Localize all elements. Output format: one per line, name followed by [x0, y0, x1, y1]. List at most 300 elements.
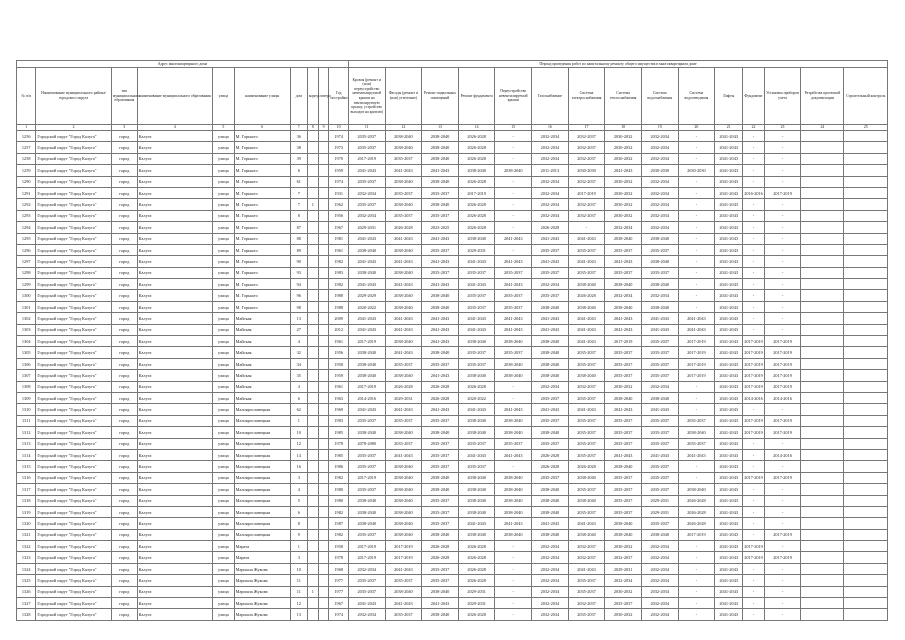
period-cell: 2041-2043: [715, 495, 743, 506]
municipality-name: Калуга: [137, 290, 212, 301]
period-cell: 2038-2040: [532, 358, 569, 369]
letter: [318, 176, 329, 187]
period-cell: 2026-2028: [458, 131, 495, 142]
row-number: 1322: [17, 541, 36, 552]
period-cell: -: [743, 131, 765, 142]
period-cell: -: [743, 438, 765, 449]
period-cell: 2038-2040: [568, 472, 605, 483]
street-name: М. Горького: [234, 222, 290, 233]
municipality-type: город: [111, 438, 137, 449]
municipality-type: город: [111, 427, 137, 438]
period-cell: 2041-2043: [422, 233, 459, 244]
table-row: [17, 131, 888, 142]
street-type: улица: [213, 313, 235, 324]
period-cell: 2041-2043: [715, 199, 743, 210]
period-cell: 2020-2022: [458, 392, 495, 403]
street-type: улица: [213, 609, 235, 620]
street-name: Малоярославецкая: [234, 495, 290, 506]
column-number: 1: [17, 125, 36, 131]
period-cell: 2032-2034: [641, 199, 678, 210]
letter: [318, 233, 329, 244]
period-cell: 2038-2040: [422, 142, 459, 153]
municipality-type: город: [111, 381, 137, 392]
municipality-name: Калуга: [137, 506, 212, 517]
period-cell: -: [764, 586, 801, 597]
period-cell: [801, 347, 844, 358]
period-cell: [844, 324, 888, 335]
period-cell: 2017-2019: [764, 415, 801, 426]
street-type: улица: [213, 518, 235, 529]
period-cell: [844, 244, 888, 255]
period-cell: 2038-2040: [422, 301, 459, 312]
build-year: 1973: [329, 142, 349, 153]
letter: [318, 586, 329, 597]
letter: [318, 290, 329, 301]
column-number: 22: [743, 125, 765, 131]
period-cell: -: [678, 461, 715, 472]
period-cell: -: [678, 199, 715, 210]
table-row: [17, 222, 888, 233]
build-year: 1981: [329, 233, 349, 244]
period-cell: [844, 222, 888, 233]
period-cell: 2038-2040: [532, 347, 569, 358]
column-number: 15: [495, 125, 532, 131]
period-cell: 2038-2040: [641, 256, 678, 267]
period-cell: -: [495, 586, 532, 597]
period-cell: 2041-2043: [458, 518, 495, 529]
period-cell: 2038-2040: [348, 506, 385, 517]
period-cell: 2017-2019: [348, 472, 385, 483]
street-name: Майская: [234, 324, 290, 335]
district-name: Городской округ "Город Калуга": [36, 244, 111, 255]
row-number: 1299: [17, 279, 36, 290]
period-cell: 2041-2043: [495, 313, 532, 324]
period-cell: 2038-2040: [532, 529, 569, 540]
municipality-name: Калуга: [137, 165, 212, 176]
build-year: 1978: [329, 552, 349, 563]
period-cell: [844, 518, 888, 529]
house-number: 35: [290, 370, 307, 381]
period-cell: 2038-2040: [532, 506, 569, 517]
street-type: улица: [213, 131, 235, 142]
row-number: 1258: [17, 153, 36, 164]
building-number: [307, 506, 318, 517]
municipality-type: город: [111, 210, 137, 221]
build-year: 1970: [329, 153, 349, 164]
letter: [318, 256, 329, 267]
build-year: 1982: [329, 529, 349, 540]
table-row: [17, 313, 888, 324]
period-cell: [844, 541, 888, 552]
period-cell: -: [743, 256, 765, 267]
period-cell: 2041-2043: [385, 404, 422, 415]
municipality-name: Калуга: [137, 142, 212, 153]
municipality-type: город: [111, 461, 137, 472]
table-row: [17, 563, 888, 574]
district-name: Городской округ "Город Калуга": [36, 370, 111, 381]
period-cell: [801, 131, 844, 142]
period-cell: 2038-2040: [458, 233, 495, 244]
row-number: 1327: [17, 598, 36, 609]
period-cell: 2030-2032: [605, 210, 642, 221]
period-cell: 2038-2040: [422, 484, 459, 495]
letter: [318, 313, 329, 324]
building-number: [307, 609, 318, 620]
period-cell: 2035-2037: [568, 267, 605, 278]
street-name: Маршала Жукова: [234, 563, 290, 574]
period-cell: 2035-2037: [458, 267, 495, 278]
period-cell: -: [678, 176, 715, 187]
period-cell: [801, 438, 844, 449]
municipality-name: Калуга: [137, 244, 212, 255]
period-cell: -: [764, 506, 801, 517]
period-cell: 2035-2037: [568, 449, 605, 460]
street-type: улица: [213, 336, 235, 347]
period-cell: 2041-2043: [641, 404, 678, 415]
period-cell: 2041-2043: [385, 233, 422, 244]
period-cell: 2017-2019: [678, 370, 715, 381]
period-cell: [844, 598, 888, 609]
period-cell: 2032-2034: [641, 142, 678, 153]
period-cell: 2017-2019: [743, 358, 765, 369]
building-number: [307, 381, 318, 392]
period-cell: 2035-2037: [568, 438, 605, 449]
street-type: улица: [213, 438, 235, 449]
build-year: 1977: [329, 586, 349, 597]
period-cell: 2035-2037: [605, 438, 642, 449]
letter: [318, 427, 329, 438]
period-cell: 2032-2034: [532, 131, 569, 142]
period-cell: 2035-2037: [385, 153, 422, 164]
house-number: 7: [290, 187, 307, 198]
period-cell: 2035-2037: [568, 347, 605, 358]
period-cell: 2035-2037: [605, 598, 642, 609]
column-number: 13: [422, 125, 459, 131]
district-name: Городской округ "Город Калуга": [36, 165, 111, 176]
build-year: 1985: [329, 427, 349, 438]
period-cell: 2041-2043: [495, 256, 532, 267]
house-number: 10: [290, 563, 307, 574]
period-cell: -: [764, 541, 801, 552]
period-cell: 2041-2043: [422, 256, 459, 267]
municipality-type: город: [111, 541, 137, 552]
period-cell: 2032-2037: [568, 199, 605, 210]
period-cell: -: [495, 609, 532, 620]
period-cell: 2035-2037: [458, 347, 495, 358]
period-cell: -: [495, 392, 532, 403]
municipality-name: Калуга: [137, 324, 212, 335]
letter: [318, 449, 329, 460]
build-year: 1974: [329, 176, 349, 187]
period-cell: 2041-2043: [495, 279, 532, 290]
period-cell: [844, 552, 888, 563]
period-cell: 2026-2028: [532, 461, 569, 472]
period-cell: 2038-2040: [495, 529, 532, 540]
letter: [318, 495, 329, 506]
period-cell: 2017-2019: [743, 541, 765, 552]
street-type: улица: [213, 495, 235, 506]
period-cell: [844, 313, 888, 324]
house-number: 8: [290, 210, 307, 221]
house-number: 98: [290, 301, 307, 312]
letter: [318, 370, 329, 381]
district-name: Городской округ "Город Калуга": [36, 609, 111, 620]
period-cell: -: [495, 210, 532, 221]
period-cell: 2017-2019: [764, 427, 801, 438]
group-periods-header: Период проведения работ по капитальному ремонту общего имущества в многоквартирном доме: [348, 61, 887, 68]
municipality-name: Калуга: [137, 518, 212, 529]
period-cell: -: [495, 222, 532, 233]
street-type: улица: [213, 472, 235, 483]
row-number: 1297: [17, 256, 36, 267]
period-cell: 2030-2032: [605, 609, 642, 620]
period-cell: 2017-2019: [385, 552, 422, 563]
period-cell: 2038-2040: [422, 347, 459, 358]
period-cell: 2038-2040: [458, 529, 495, 540]
period-cell: 2041-2043: [348, 256, 385, 267]
period-cell: -: [743, 484, 765, 495]
letter: [318, 461, 329, 472]
column-header: Строительный контроль: [844, 68, 888, 125]
column-number: 6: [234, 125, 290, 131]
period-cell: -: [495, 244, 532, 255]
period-cell: 2038-2040: [641, 233, 678, 244]
period-cell: 2026-2028: [458, 199, 495, 210]
column-header: Разработка проектной документации: [801, 68, 844, 125]
period-cell: [801, 506, 844, 517]
letter: [318, 404, 329, 415]
column-header: наименование муниципального образования: [137, 68, 212, 125]
street-type: улица: [213, 404, 235, 415]
period-cell: 2038-2040: [422, 609, 459, 620]
period-cell: 2041-2043: [568, 563, 605, 574]
period-cell: 2014-2016: [743, 392, 765, 403]
period-cell: 2038-2040: [568, 495, 605, 506]
building-number: [307, 336, 318, 347]
build-year: 1969: [329, 404, 349, 415]
table-row: [17, 404, 888, 415]
period-cell: 2041-2043: [348, 233, 385, 244]
period-cell: -: [743, 142, 765, 153]
period-cell: 2017-2019: [385, 541, 422, 552]
build-year: 1983: [329, 415, 349, 426]
table-row: [17, 484, 888, 495]
period-cell: 2041-2043: [568, 336, 605, 347]
period-cell: [844, 187, 888, 198]
letter: [318, 187, 329, 198]
period-cell: 2041-2043: [715, 222, 743, 233]
period-cell: 2032-2034: [641, 598, 678, 609]
period-cell: [801, 598, 844, 609]
building-number: [307, 301, 318, 312]
building-number: 1: [307, 199, 318, 210]
period-cell: 2041-2043: [715, 290, 743, 301]
period-cell: 2035-2037: [348, 529, 385, 540]
build-year: 1958: [329, 541, 349, 552]
period-cell: 2041-2043: [568, 404, 605, 415]
period-cell: 2032-2034: [532, 381, 569, 392]
period-cell: [801, 449, 844, 460]
period-cell: 2035-2037: [641, 461, 678, 472]
period-cell: 2035-2037: [422, 187, 459, 198]
period-cell: [844, 131, 888, 142]
period-cell: 2029-2031: [641, 495, 678, 506]
municipality-name: Калуга: [137, 279, 212, 290]
column-number: 12: [385, 125, 422, 131]
period-cell: 2038-2040: [495, 506, 532, 517]
letter: [318, 199, 329, 210]
column-header: Фасады (ремонт и (или) утепление): [385, 68, 422, 125]
period-cell: 2035-2037: [495, 290, 532, 301]
table-row: [17, 370, 888, 381]
period-cell: 2035-2037: [532, 267, 569, 278]
group-address-header: Адрес многоквартирного дома: [17, 61, 349, 68]
period-cell: 2041-2043: [385, 165, 422, 176]
period-cell: -: [764, 267, 801, 278]
house-number: 27: [290, 324, 307, 335]
period-cell: [801, 392, 844, 403]
period-cell: 2038-2040: [641, 392, 678, 403]
period-cell: -: [678, 142, 715, 153]
street-type: улица: [213, 165, 235, 176]
period-cell: -: [743, 290, 765, 301]
period-cell: 2035-2037: [605, 415, 642, 426]
period-cell: 2038-2040: [532, 301, 569, 312]
period-cell: -: [678, 472, 715, 483]
period-cell: 2035-2037: [348, 575, 385, 586]
period-cell: 2041-2043: [715, 324, 743, 335]
column-number: 10: [329, 125, 349, 131]
period-cell: 2035-2037: [422, 563, 459, 574]
period-cell: 2026-2028: [458, 222, 495, 233]
row-number: 1293: [17, 210, 36, 221]
period-cell: -: [678, 563, 715, 574]
row-number: 1325: [17, 575, 36, 586]
municipality-type: город: [111, 165, 137, 176]
period-cell: 2026-2028: [458, 142, 495, 153]
build-year: 1983: [329, 267, 349, 278]
period-cell: 2030-2032: [605, 199, 642, 210]
period-cell: 2038-2040: [495, 427, 532, 438]
municipality-type: город: [111, 267, 137, 278]
period-cell: -: [764, 222, 801, 233]
column-number: 7: [290, 125, 307, 131]
capital-repair-table: [16, 60, 888, 621]
period-cell: 2038-2040: [422, 290, 459, 301]
period-cell: 2038-2040: [458, 336, 495, 347]
letter: [318, 438, 329, 449]
period-cell: -: [743, 506, 765, 517]
row-number: 1300: [17, 290, 36, 301]
municipality-name: Калуга: [137, 381, 212, 392]
letter: [318, 244, 329, 255]
row-number: 1323: [17, 552, 36, 563]
column-header: Ремонт подвальных помещений: [422, 68, 459, 125]
build-year: 1988: [329, 301, 349, 312]
period-cell: 2041-2043: [385, 324, 422, 335]
period-cell: 2041-2043: [568, 518, 605, 529]
street-name: Малоярославецкая: [234, 518, 290, 529]
column-number: 16: [532, 125, 569, 131]
period-cell: 2035-2037: [605, 358, 642, 369]
house-number: 6: [290, 165, 307, 176]
building-number: [307, 472, 318, 483]
street-type: улица: [213, 290, 235, 301]
period-cell: 2038-2040: [348, 347, 385, 358]
period-cell: 2017-2019: [348, 541, 385, 552]
period-cell: 2029-2031: [385, 392, 422, 403]
period-cell: 2041-2043: [715, 415, 743, 426]
period-cell: -: [764, 438, 801, 449]
period-cell: [844, 461, 888, 472]
period-cell: 2017-2019: [605, 336, 642, 347]
table-row: [17, 575, 888, 586]
period-cell: [844, 279, 888, 290]
period-cell: 2032-2034: [532, 552, 569, 563]
row-number: 1318: [17, 495, 36, 506]
period-cell: 2035-2037: [568, 484, 605, 495]
period-cell: 2038-2040: [605, 461, 642, 472]
period-cell: -: [764, 461, 801, 472]
build-year: 1959: [329, 370, 349, 381]
period-cell: -: [678, 153, 715, 164]
street-name: Маршала Жукова: [234, 586, 290, 597]
build-year: 1931: [329, 187, 349, 198]
period-cell: [844, 438, 888, 449]
period-cell: 2017-2019: [764, 370, 801, 381]
street-name: Майская: [234, 336, 290, 347]
district-name: Городской округ "Город Калуга": [36, 187, 111, 198]
period-cell: -: [764, 131, 801, 142]
row-number: 1256: [17, 131, 36, 142]
district-name: Городской округ "Город Калуга": [36, 541, 111, 552]
municipality-name: Калуга: [137, 256, 212, 267]
period-cell: [844, 381, 888, 392]
build-year: 2012: [329, 324, 349, 335]
period-cell: 2038-2040: [458, 165, 495, 176]
table-row: [17, 461, 888, 472]
period-cell: 2038-2040: [422, 472, 459, 483]
letter: [318, 506, 329, 517]
period-cell: -: [495, 131, 532, 142]
period-cell: -: [678, 404, 715, 415]
period-cell: 2017-2019: [348, 336, 385, 347]
period-cell: -: [678, 187, 715, 198]
period-cell: 2041-2043: [715, 210, 743, 221]
period-cell: 2032-2034: [532, 586, 569, 597]
period-cell: -: [495, 153, 532, 164]
street-name: М. Горького: [234, 267, 290, 278]
building-number: [307, 233, 318, 244]
period-cell: 2038-2040: [385, 484, 422, 495]
period-cell: 2038-2040: [385, 427, 422, 438]
municipality-type: город: [111, 575, 137, 586]
period-cell: 2032-2034: [532, 210, 569, 221]
row-number: 1257: [17, 142, 36, 153]
table-row: [17, 176, 888, 187]
period-cell: 2017-2019: [348, 552, 385, 563]
municipality-type: город: [111, 233, 137, 244]
municipality-name: Калуга: [137, 233, 212, 244]
period-cell: -: [764, 324, 801, 335]
period-cell: 2041-2043: [458, 313, 495, 324]
period-cell: 2041-2043: [715, 392, 743, 403]
period-cell: 2041-2043: [641, 324, 678, 335]
house-number: 8: [290, 518, 307, 529]
period-cell: 2038-2040: [422, 176, 459, 187]
letter: [318, 358, 329, 369]
period-cell: 2026-2028: [678, 495, 715, 506]
